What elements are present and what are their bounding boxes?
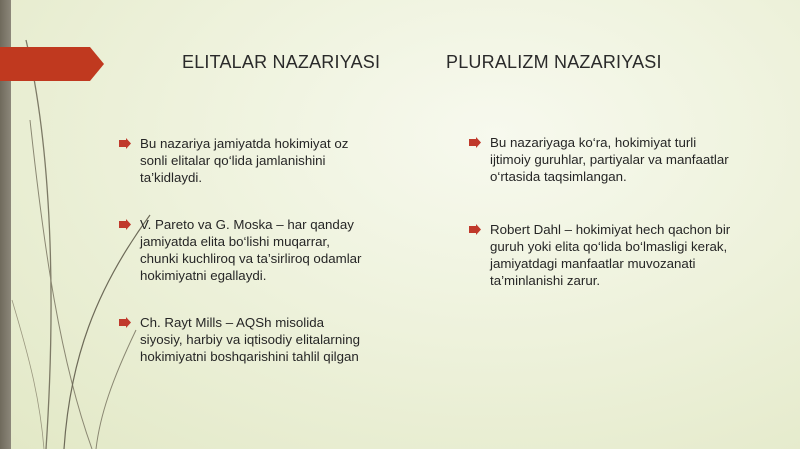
arrow-bullet-icon (119, 317, 131, 328)
list-item (116, 135, 416, 186)
point-line: sonli elitalar qo‘lida jamlanishini (140, 153, 326, 168)
point-line: ta’minlanishi zarur. (490, 273, 601, 288)
title-arrow-tab (0, 47, 106, 81)
point-line: Robert Dahl – hokimiyat hech qachon bir (490, 222, 731, 237)
point-line: Bu nazariyaga ko‘ra, hokimiyat turli (490, 135, 697, 150)
list-item (116, 314, 416, 365)
point-line: jamiyatdagi manfaatlar muvozanati (490, 256, 696, 271)
point-line: hokimiyatni boshqarishini tahlil qilgan (140, 349, 359, 364)
heading-elitalar: ELITALAR NAZARIYASI (182, 52, 381, 72)
point-line: hokimiyatni egallaydi. (140, 268, 267, 283)
point-line: siyosiy, harbiy va iqtisodiy elitalarning (140, 332, 360, 347)
point-line: jamiyatda elita bo‘lishi muqarrar, (140, 234, 330, 249)
heading-pluralizm: PLURALIZM NAZARIYASI (446, 52, 662, 72)
list-item (466, 221, 786, 289)
point-line: guruh yoki elita qo‘lida bo‘lmasligi kerak, (490, 239, 728, 254)
point-line: Bu nazariya jamiyatda hokimiyat oz (140, 136, 349, 151)
point-line: ijtimoiy guruhlar, partiyalar va manfaatlar (490, 152, 729, 167)
point-line: ta’kidlaydi. (140, 170, 203, 185)
arrow-bullet-icon (469, 224, 481, 235)
arrow-bullet-icon (469, 137, 481, 148)
point-line: Ch. Rayt Mills – AQSh misolida (140, 315, 325, 330)
pluralizm-points (466, 134, 786, 289)
list-item (116, 216, 416, 284)
point-line: chunki kuchliroq va ta’sirliroq odamlar (140, 251, 362, 266)
elitalar-points (116, 135, 416, 365)
point-line: o‘rtasida taqsimlangan. (490, 169, 627, 184)
arrow-bullet-icon (119, 219, 131, 230)
arrow-bullet-icon (119, 138, 131, 149)
point-line: V. Pareto va G. Moska – har qanday (140, 217, 354, 232)
list-item (466, 134, 786, 185)
